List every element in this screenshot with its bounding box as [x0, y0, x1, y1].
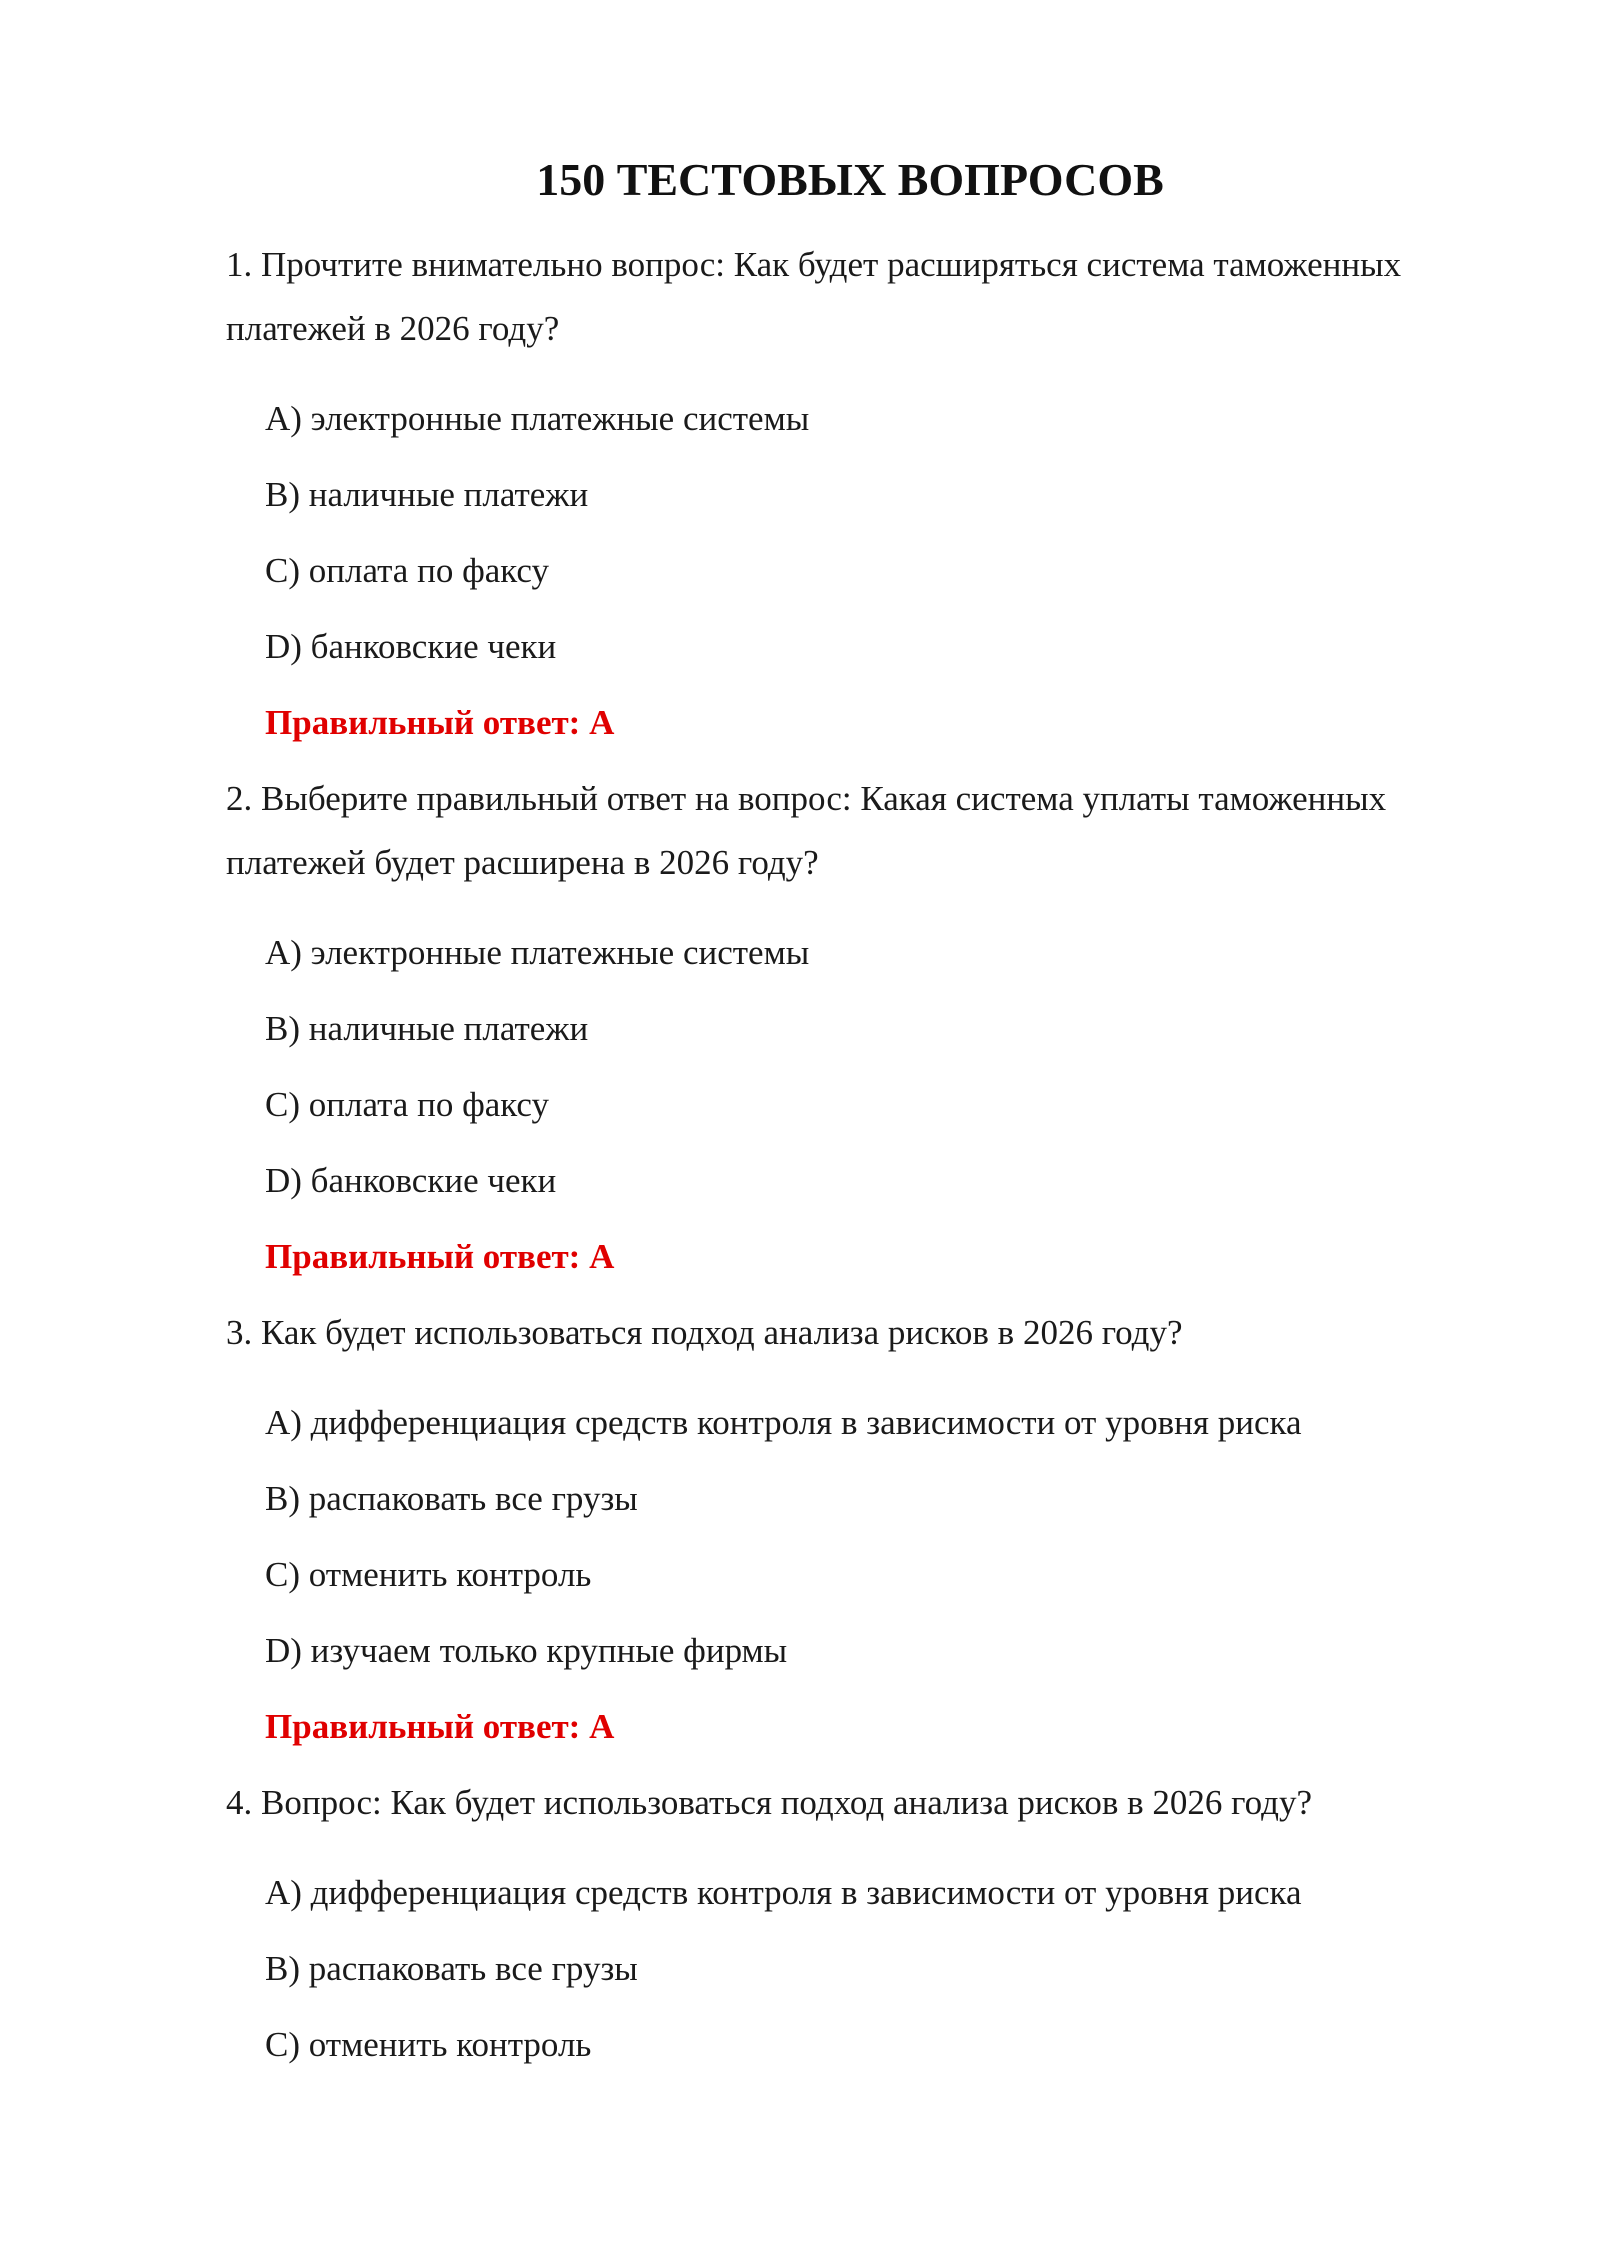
question-3-option-a: A) дифференциация средств контроля в зависимости от уровня риска — [265, 1403, 1302, 1442]
question-1-answer: Правильный ответ: A — [265, 703, 615, 742]
question-2-option-c: C) оплата по факсу — [265, 1085, 549, 1124]
question-3-option-b: B) распаковать все грузы — [265, 1479, 638, 1518]
question-1-option-b: B) наличные платежи — [265, 475, 589, 514]
question-4-text: 4. Вопрос: Как будет использоваться подход анализа рисков в 2026 году? — [226, 1783, 1312, 1822]
question-1-option-a: A) электронные платежные системы — [265, 399, 810, 438]
question-2-option-a: A) электронные платежные системы — [265, 933, 810, 972]
question-1-option-d: D) банковские чеки — [265, 627, 557, 666]
question-3-option-d: D) изучаем только крупные фирмы — [265, 1631, 788, 1670]
question-2-option-d: D) банковские чеки — [265, 1161, 557, 1200]
question-2-option-b: B) наличные платежи — [265, 1009, 589, 1048]
question-4-option-a: A) дифференциация средств контроля в зависимости от уровня риска — [265, 1873, 1302, 1912]
question-1-text: 1. Прочтите внимательно вопрос: Как будет расширяться система таможенных платежей в 2026 году? — [226, 245, 1402, 348]
question-3-option-c: C) отменить контроль — [265, 1555, 592, 1594]
question-3-answer: Правильный ответ: A — [265, 1707, 615, 1746]
question-4-option-c: C) отменить контроль — [265, 2025, 592, 2064]
question-2-text: 2. Выберите правильный ответ на вопрос: Какая система уплаты таможенных платежей будет расширена в 2026 году? — [226, 779, 1387, 882]
question-2-answer: Правильный ответ: A — [265, 1237, 615, 1276]
question-4-option-b: B) распаковать все грузы — [265, 1949, 638, 1988]
document-title: 150 ТЕСТОВЫХ ВОПРОСОВ — [536, 154, 1164, 205]
question-3-text: 3. Как будет использоваться подход анализа рисков в 2026 году? — [226, 1313, 1183, 1352]
question-1-option-c: C) оплата по факсу — [265, 551, 549, 590]
